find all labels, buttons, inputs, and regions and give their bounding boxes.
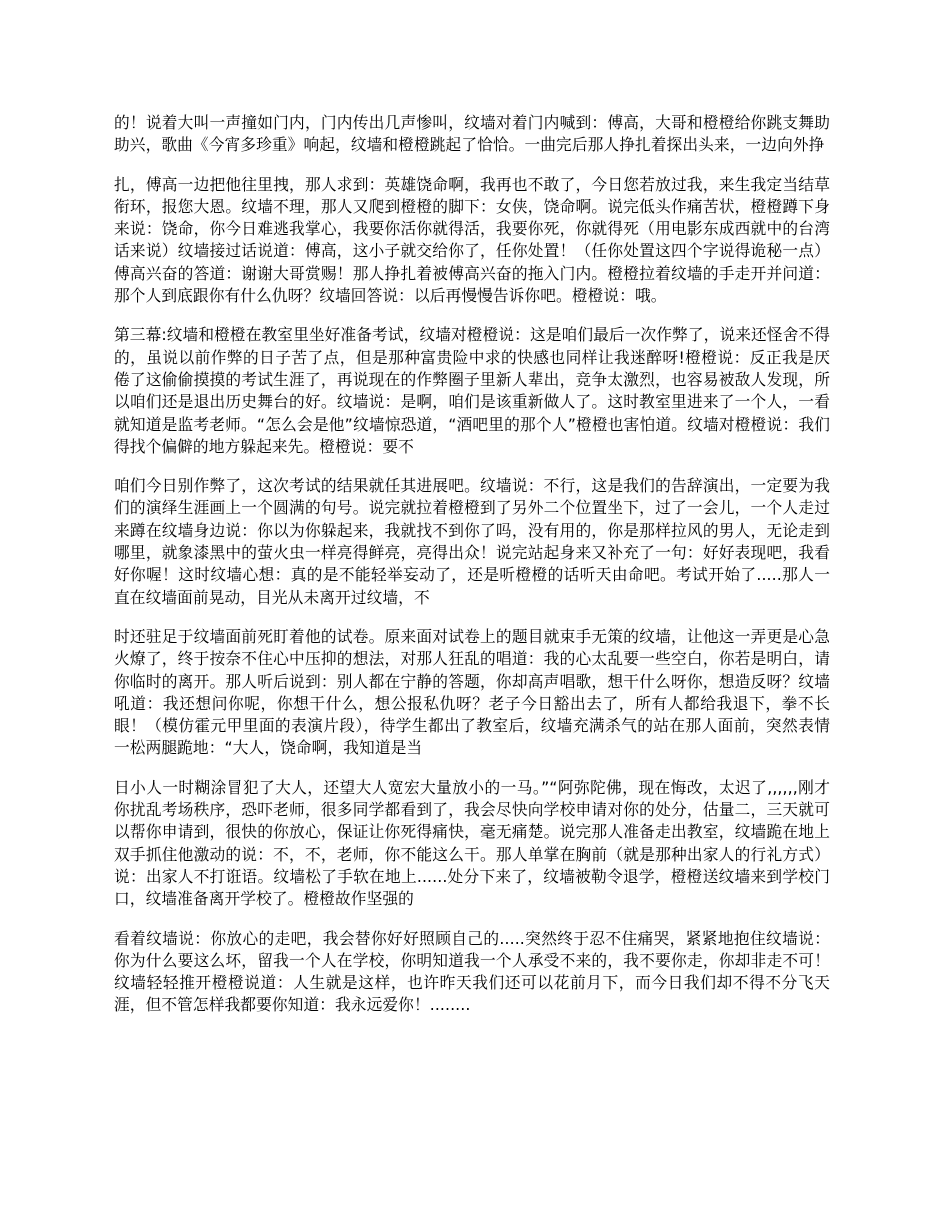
document-body xyxy=(114,112,830,1034)
paragraph-7: 看着纹墙说：你放心的走吧，我会替你好好照顾自己的.....突然终于忍不住痛哭，紧紧地抱住纹墙说：你为什么要这么坏，留我一个人在学校，你明知道我一个人承受不来的，我不要你走，你却非走不可！纹墙轻轻推开橙橙说道：人生就是这样，也许昨天我们还可以花前月下，而今日我们却不得不分飞天涯，但不管怎样我都要你知道：我永远爱你！........ xyxy=(114,928,830,1015)
paragraph-4: 咱们今日别作弊了，这次考试的结果就任其进展吧。纹墙说：不行，这是我们的告辞演出，一定要为我们的演绎生涯画上一个圆满的句号。说完就拉着橙橙到了另外二个位置坐下，过了一会儿，一个人走过来蹲在纹墙身边说：你以为你躲起来，我就找不到你了吗，没有用的，你是那样拉风的男人，无论走到哪里，就象漆黑中的萤火虫一样亮得鲜亮，亮得出众！说完站起身来又补充了一句：好好表现吧，我看好你喔！这时纹墙心想：真的是不能轻举妄动了，还是听橙橙的话听天由命吧。考试开始了.....那人一直在纹墙面前晃动，目光从未离开过纹墙，不 xyxy=(114,476,830,607)
paragraph-3: 第三幕:纹墙和橙橙在教室里坐好准备考试，纹墙对橙橙说：这是咱们最后一次作弊了，说来还怪舍不得的，虽说以前作弊的日子苦了点，但是那种富贵险中求的快感也同样让我迷醉呀!橙橙说：反正我是厌倦了这偷偷摸摸的考试生涯了，再说现在的作弊圈子里新人辈出，竞争太激烈，也容易被敌人发现，所以咱们还是退出历史舞台的好。纹墙说：是啊，咱们是该重新做人了。这时教室里进来了一个人，一看就知道是监考老师。“怎么会是他”纹墙惊恐道，“酒吧里的那个人”橙橙也害怕道。纹墙对橙橙说：我们得找个偏僻的地方躲起来先。橙橙说：要不 xyxy=(114,325,830,456)
paragraph-2: 扎，傅高一边把他往里拽，那人求到：英雄饶命啊，我再也不敢了，今日您若放过我，来生我定当结草衔环，报您大恩。纹墙不理，那人又爬到橙橙的脚下：女侠，饶命啊。说完低头作痛苦状，橙橙蹲下身来说：饶命，你今日难逃我掌心，我要你活你就得活，我要你死，你就得死（用电影东成西就中的台湾话来说）纹墙接过话说道：傅高，这小子就交给你了，任你处置！（任你处置这四个字说得诡秘一点）傅高兴奋的答道：谢谢大哥赏赐！那人挣扎着被傅高兴奋的拖入门内。橙橙拉着纹墙的手走开并问道：那个人到底跟你有什么仇呀？纹墙回答说：以后再慢慢告诉你吧。橙橙说：哦。 xyxy=(114,174,830,306)
paragraph-6: 日小人一时糊涂冒犯了大人，还望大人宽宏大量放小的一马。”“阿弥陀佛，现在悔改，太迟了,,,,,,刚才你扰乱考场秩序，恐吓老师，很多同学都看到了，我会尽快向学校申请对你的处分，估量二，三天就可以帮你申请到，很快的你放心，保证让你死得痛快，毫无痛楚。说完那人准备走出教室，纹墙跪在地上双手抓住他激动的说：不，不，老师，你不能这么干。那人单掌在胸前（就是那种出家人的行礼方式）说：出家人不打诳语。纹墙松了手软在地上......处分下来了，纹墙被勒令退学，橙橙送纹墙来到学校门口，纹墙准备离开学校了。橙橙故作坚强的 xyxy=(114,777,830,909)
paragraph-1: 的！说着大叫一声撞如门内，门内传出几声惨叫，纹墙对着门内喊到：傅高，大哥和橙橙给你跳支舞助助兴，歌曲《今宵多珍重》响起，纹墙和橙橙跳起了恰恰。一曲完后那人挣扎着探出头来，一边向外挣 xyxy=(114,113,830,155)
paragraph-5: 时还驻足于纹墙面前死盯着他的试卷。原来面对试卷上的题目就束手无策的纹墙，让他这一弄更是心急火燎了，终于按奈不住心中压抑的想法，对那人狂乱的唱道：我的心太乱要一些空白，你若是明白，请你临时的离开。那人听后说到：别人都在宁静的答题，你却高声唱歌，想干什么呀你，想造反呀？纹墙吼道：我还想问你呢，你想干什么，想公报私仇呀？老子今日豁出去了，所有人都给我退下，拳不长眼！（模仿霍元甲里面的表演片段），待学生都出了教室后，纹墙充满杀气的站在那人面前，突然表情一松两腿跪地：“大人，饶命啊，我知道是当 xyxy=(114,626,830,758)
